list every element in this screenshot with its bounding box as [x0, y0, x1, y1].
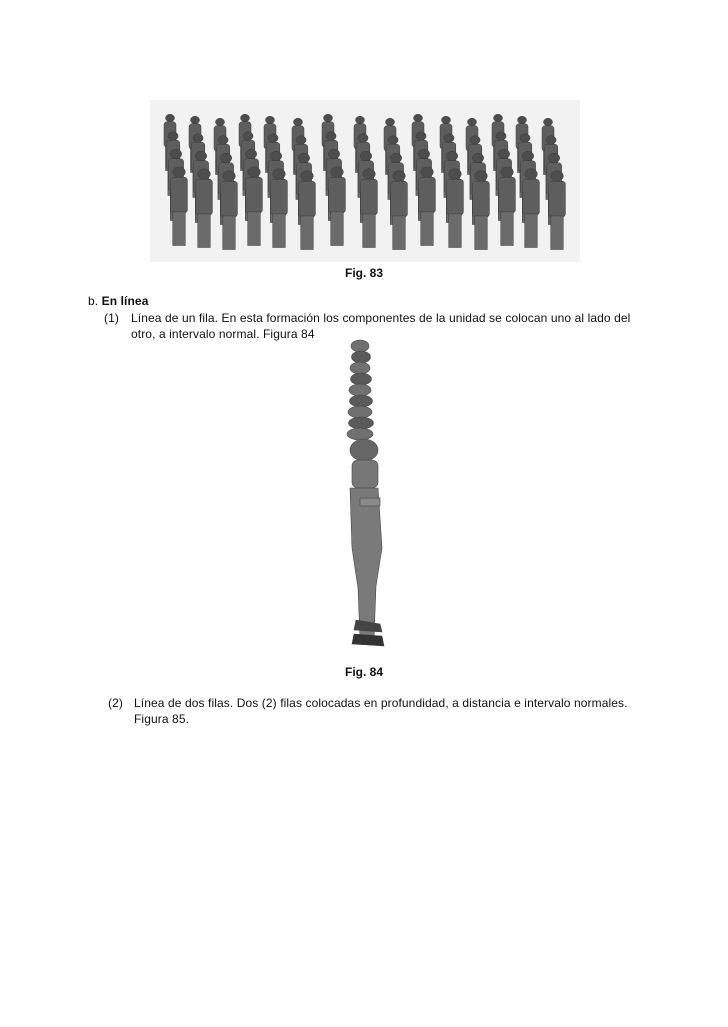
helmet-shape	[347, 428, 373, 440]
soldier-figure	[361, 169, 378, 248]
soldier-figure	[523, 169, 540, 248]
soldier-figure	[246, 167, 263, 246]
item-2-line1: Línea de dos filas. Dos (2) filas colocadas en profundidad, a distancia e intervalo normales.	[134, 696, 628, 710]
item-1-line1: Línea de un fila. En esta formación los componentes de la unidad se colocan uno al lado del	[131, 311, 631, 325]
helmet-shape	[350, 362, 370, 374]
helmet-shape	[350, 395, 373, 407]
soldier-figure	[196, 169, 213, 248]
soldier-figure	[299, 171, 316, 250]
section-b-title: En línea	[101, 294, 149, 308]
item-2-line2: Figura 85.	[134, 712, 190, 726]
section-b-prefix: b.	[88, 294, 99, 308]
figure-84-caption: Fig. 84	[344, 665, 383, 679]
section-b-heading	[88, 293, 148, 310]
item-1-number: (1)	[104, 311, 119, 325]
item-2-number: (2)	[108, 696, 123, 710]
helmet-shape	[351, 340, 369, 352]
soldier-figure	[447, 169, 464, 248]
soldier-figure	[473, 171, 490, 250]
helmet-shape	[349, 417, 374, 429]
soldier-figure	[271, 169, 288, 248]
helmet-shape	[351, 373, 372, 385]
item-1-line2: otro, a intervalo normal. Figura 84	[131, 327, 315, 341]
helmet-shape	[352, 351, 371, 363]
soldier-figure	[329, 167, 346, 246]
soldier-figure	[391, 171, 408, 250]
helmet-shape	[349, 384, 371, 396]
helmet-shape	[348, 406, 372, 418]
figure-83-image	[150, 100, 580, 262]
soldier-figure	[499, 167, 516, 246]
figure-84-image	[330, 338, 400, 654]
soldier-figure	[549, 171, 566, 250]
figure-83-caption: Fig. 83	[344, 266, 383, 280]
soldier-figure	[419, 167, 436, 246]
soldier-figure	[221, 171, 238, 250]
soldier-figure	[171, 167, 188, 246]
